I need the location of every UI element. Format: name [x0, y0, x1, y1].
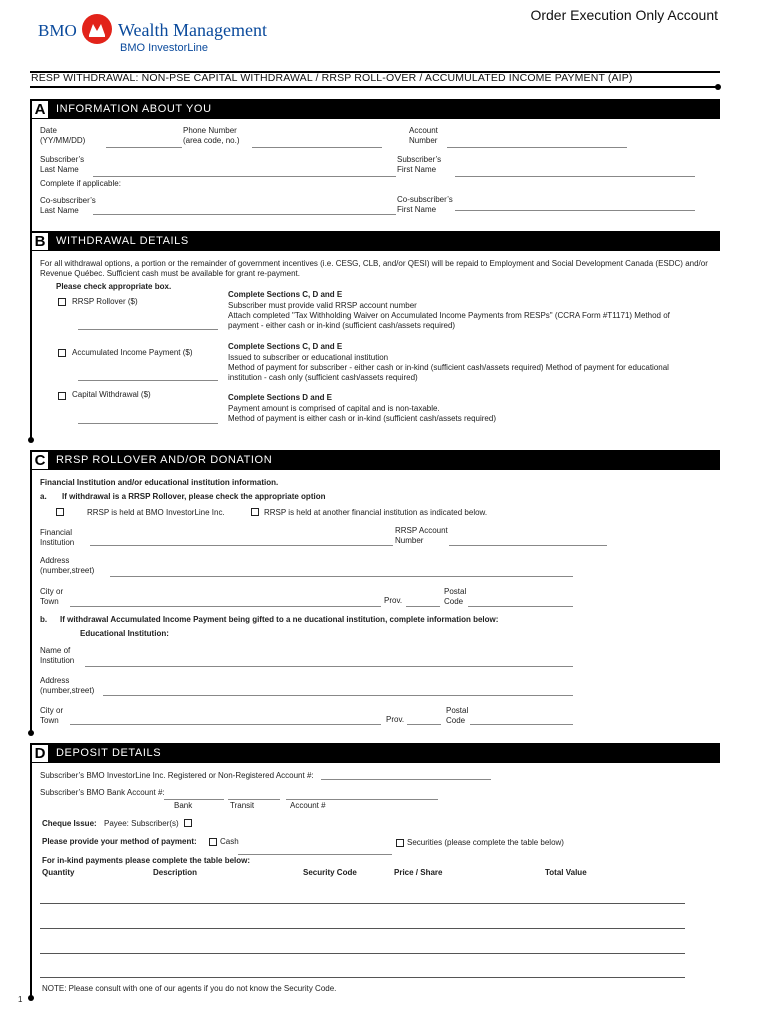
date-label: Date (YY/MM/DD): [40, 126, 86, 145]
subscriber-first-name-label: Subscriber’s First Name: [397, 155, 442, 174]
withdrawal-intro: For all withdrawal options, a portion or the remainder of government incentives (i.e. CESG, CLB, and/or QESI) will be repaid to Employment and Social Development Canada (ESDC) and/or Revenue Québec. Sufficient cash must be available for grant re-payment.: [40, 259, 708, 278]
postal-field[interactable]: [468, 606, 573, 607]
title-bar-bottom-line: [30, 86, 720, 88]
cash-checkbox[interactable]: [209, 838, 217, 846]
brand-sub-text: BMO InvestorLine: [120, 42, 209, 54]
securities-checkbox[interactable]: [396, 839, 404, 847]
rrsp-rollover-checkbox[interactable]: [58, 298, 66, 306]
bank-label: Bank: [174, 801, 193, 810]
account-number-field[interactable]: [447, 147, 627, 148]
subscriber-last-name-field[interactable]: [93, 176, 396, 177]
payee-subscriber-checkbox[interactable]: [184, 819, 192, 827]
held-other-label: RRSP is held at another financial institution as indicated below.: [264, 508, 488, 517]
capital-withdrawal-heading: Complete Sections D and E: [228, 393, 333, 402]
aip-amount[interactable]: [78, 380, 218, 381]
bmo-roundel-icon: [82, 14, 112, 44]
section-d-rail: [30, 763, 32, 999]
held-bmo-label: RRSP is held at BMO InvestorLine Inc.: [87, 508, 225, 517]
prov-label: Prov.: [384, 596, 403, 605]
capital-withdrawal-label: Capital Withdrawal ($): [72, 390, 151, 399]
aip-heading: Complete Sections C, D and E: [228, 342, 343, 351]
col-price-share: Price / Share: [394, 868, 443, 877]
section-d-bar: [30, 743, 720, 763]
transit-field[interactable]: [228, 799, 280, 800]
method-of-payment-label: Please provide your method of payment:: [42, 837, 197, 846]
fi-heading: Financial Institution and/or educational institution information.: [40, 478, 279, 487]
account-number-label: Account Number: [409, 126, 438, 145]
city-label: City or Town: [40, 587, 64, 606]
col-description: Description: [153, 868, 198, 877]
prov2-label: Prov.: [386, 715, 405, 724]
section-c-letter: C: [32, 452, 48, 469]
section-c-rail: [30, 470, 32, 734]
bmo-logo: [38, 14, 288, 58]
section-c-title: RRSP ROLLOVER AND/OR DONATION: [56, 454, 273, 466]
section-b-end-dot: [28, 437, 34, 443]
section-a-letter: A: [32, 101, 48, 118]
title-bar-dot: [715, 84, 721, 90]
cosubscriber-first-name-field[interactable]: [455, 210, 695, 211]
transit-label: Transit: [230, 801, 255, 810]
subscriber-first-name-field[interactable]: [455, 176, 695, 177]
section-d-letter: D: [32, 745, 48, 762]
section-c-bar: [30, 450, 720, 470]
table-row-line[interactable]: [40, 928, 685, 929]
inkind-note: For in-kind payments please complete the table below:: [42, 856, 251, 865]
rrsp-rollover-heading: Complete Sections C, D and E: [228, 290, 343, 299]
col-quantity: Quantity: [42, 868, 75, 877]
date-field[interactable]: [106, 147, 182, 148]
address2-label: Address (number,street): [40, 676, 95, 695]
city2-field[interactable]: [70, 724, 381, 725]
bank-account-label: Subscriber’s BMO Bank Account #:: [40, 788, 165, 797]
phone-field[interactable]: [252, 147, 382, 148]
postal-label: Postal Code: [444, 587, 467, 606]
name-of-institution-field[interactable]: [85, 666, 573, 667]
rrsp-rollover-text: Subscriber must provide valid RRSP account number Attach completed "Tax Withholding Waiver on Accumulated Income Payments from RESPs" (CCRA Form #T1171) Method of payment - either cash or in-kind (sufficient cash/assets required): [228, 301, 670, 330]
section-a-rail: [30, 119, 32, 231]
complete-if-applicable: Complete if applicable:: [40, 179, 121, 188]
postal2-label: Postal Code: [446, 706, 469, 725]
part-a-marker: a.: [40, 492, 47, 501]
cosubscriber-last-name-field[interactable]: [93, 214, 396, 215]
aip-text: Issued to subscriber or educational institution Method of payment for subscriber - either cash or in-kind (sufficient cash/assets required) Method of payment for educational institution - cash only (sufficient cash/assets required): [228, 353, 669, 382]
financial-institution-label: Financial Institution: [40, 528, 75, 547]
financial-institution-field[interactable]: [90, 545, 393, 546]
bank-field[interactable]: [164, 799, 224, 800]
aip-label: Accumulated Income Payment ($): [72, 348, 193, 357]
part-a-text: If withdrawal is a RRSP Rollover, please check the appropriate option: [62, 492, 326, 501]
address-field[interactable]: [110, 576, 573, 577]
cash-label: Cash: [220, 837, 239, 846]
address-label: Address (number,street): [40, 556, 95, 575]
subscriber-account-label: Subscriber’s BMO InvestorLine Inc. Registered or Non-Registered Account #:: [40, 771, 314, 780]
rrsp-rollover-amount[interactable]: [78, 329, 218, 330]
check-note: Please check appropriate box.: [56, 282, 172, 291]
section-d-title: DEPOSIT DETAILS: [56, 747, 162, 759]
held-other-checkbox[interactable]: [251, 508, 259, 516]
securities-label: Securities (please complete the table below): [407, 838, 564, 847]
cosubscriber-last-name-label: Co-subscriber’s Last Name: [40, 196, 96, 215]
prov2-field[interactable]: [407, 724, 441, 725]
method-field[interactable]: [238, 854, 392, 855]
section-c-end-dot: [28, 730, 34, 736]
prov-field[interactable]: [406, 606, 440, 607]
table-row-line[interactable]: [40, 977, 685, 978]
section-b-rail: [30, 251, 32, 441]
city-field[interactable]: [70, 606, 381, 607]
cosubscriber-first-name-label: Co-subscriber’s First Name: [397, 195, 453, 214]
security-code-note: NOTE: Please consult with one of our agents if you do not know the Security Code.: [42, 984, 337, 993]
table-row-line[interactable]: [40, 903, 685, 904]
section-a-title: INFORMATION ABOUT YOU: [56, 103, 212, 115]
part-b-marker: b.: [40, 615, 48, 624]
postal2-field[interactable]: [470, 724, 573, 725]
top-right-title: Order Execution Only Account: [530, 7, 718, 23]
rrsp-account-field[interactable]: [449, 545, 607, 546]
subscriber-last-name-label: Subscriber’s Last Name: [40, 155, 85, 174]
rrsp-account-label: RRSP Account Number: [395, 526, 448, 545]
educational-institution-label: Educational Institution:: [80, 629, 169, 638]
col-total-value: Total Value: [545, 868, 587, 877]
main-title: RESP WITHDRAWAL: NON-PSE CAPITAL WITHDRAWAL / RRSP ROLL-OVER / ACCUMULATED INCOME PAYMENT (AIP): [31, 72, 633, 84]
part-b-text: If withdrawal Accumulated Income Payment being gifted to a ne ducational institution, complete information below:: [60, 615, 499, 624]
held-bmo-checkbox[interactable]: [56, 508, 64, 516]
col-security-code: Security Code: [303, 868, 357, 877]
name-of-institution-label: Name of Institution: [40, 646, 75, 665]
subscriber-account-field[interactable]: [321, 779, 491, 780]
brand-wealth-text: Wealth Management: [118, 20, 267, 40]
section-b-letter: B: [32, 233, 48, 250]
rrsp-rollover-label: RRSP Rollover ($): [72, 297, 138, 306]
phone-label: Phone Number (area code, no.): [183, 126, 240, 145]
address2-field[interactable]: [103, 695, 573, 696]
city2-label: City or Town: [40, 706, 64, 725]
payee-label: Payee: Subscriber(s): [104, 819, 179, 828]
brand-bmo-text: BMO: [38, 21, 77, 40]
account-num-field[interactable]: [286, 799, 438, 800]
capital-withdrawal-checkbox[interactable]: [58, 392, 66, 400]
cheque-issue-label: Cheque Issue:: [42, 819, 97, 828]
aip-checkbox[interactable]: [58, 349, 66, 357]
capital-withdrawal-amount[interactable]: [78, 423, 218, 424]
section-d-end-dot: [28, 995, 34, 1001]
account-num-label: Account #: [290, 801, 326, 810]
section-b-title: WITHDRAWAL DETAILS: [56, 235, 189, 247]
section-b-bar: [30, 231, 720, 251]
table-row-line[interactable]: [40, 953, 685, 954]
page-number: 1: [18, 995, 23, 1004]
section-a-bar: [30, 99, 720, 119]
capital-withdrawal-text: Payment amount is comprised of capital and is non-taxable. Method of payment is either cash or in-kind (sufficient cash/assets required): [228, 404, 496, 423]
